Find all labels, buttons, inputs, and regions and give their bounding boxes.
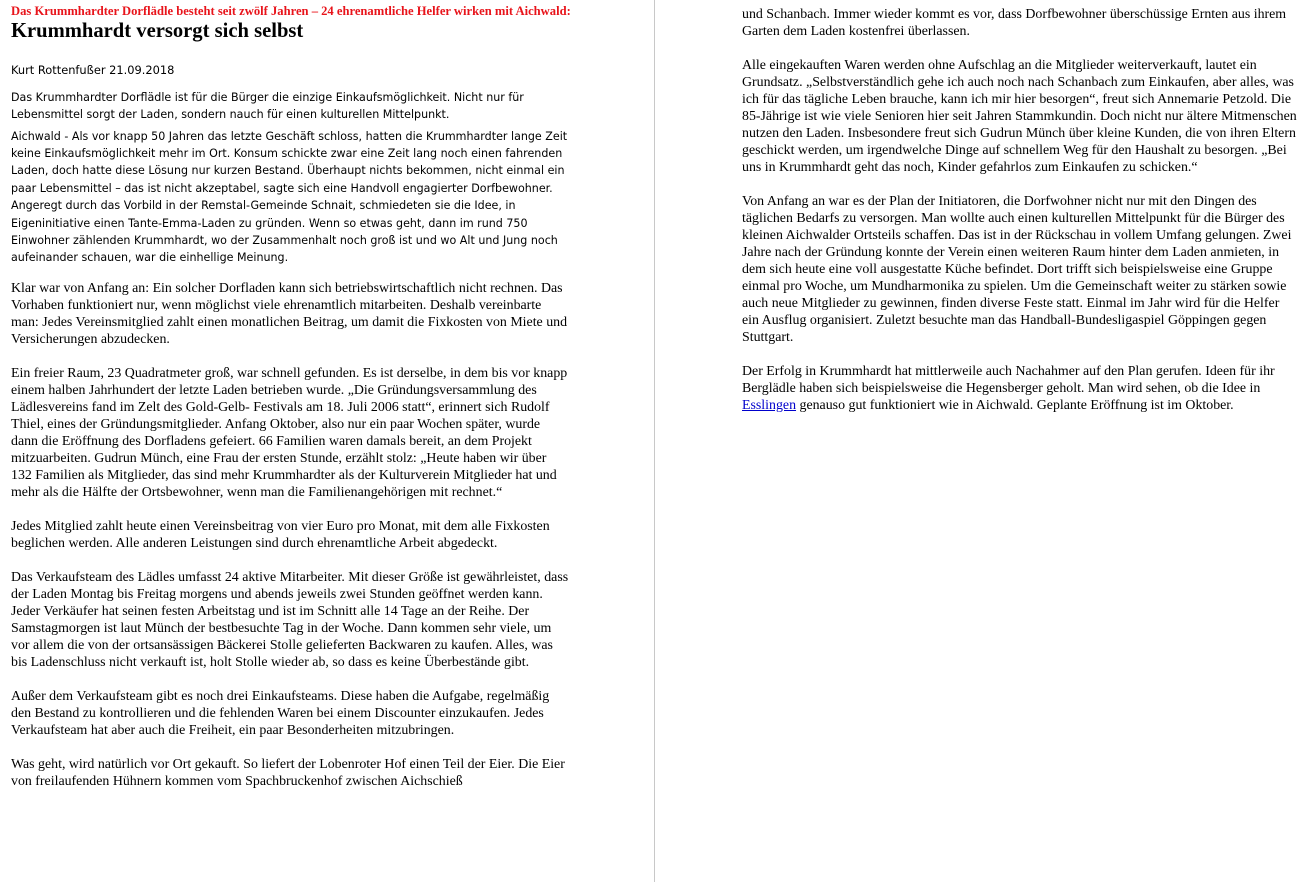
article-intro: Aichwald - Als vor knapp 50 Jahren das letzte Geschäft schloss, hatten die Krummhardter lange Zeit keine Einkaufsmöglichkeit mehr im Ort. Konsum schickte zwar eine Zeit lang noch einen fahrenden Laden, doch hatte diese Lösung nur kurzen Bestand. Überhaupt nichts bekommen, nicht einmal ein paar Lebensmittel – das ist nicht akzeptabel, sagte sich eine Handvoll engagierter Dorfbewohner. Angeregt durch das Vorbild in der Remstal-Gemeinde Schnait, schmiedeten sie die Idee, in Eigeninitiative einen Tante-Emma-Laden zu gründen. Wenn so etwas geht, dann im rund 750 Einwohner zählenden Krummhardt, wo der Zusammenhalt noch groß ist und wo Alt und Jung noch aufeinander schauen, war die einhellige Meinung. — [11, 129, 568, 265]
article-lead: Das Krummhardter Dorflädle ist für die Bürger die einzige Einkaufsmöglichkeit. Nicht nur für Lebensmittel sorgt der Laden, sondern nauch für einen kulturellen Mittelpunkt. — [11, 91, 524, 122]
page-divider — [654, 0, 655, 882]
body-paragraph: Ein freier Raum, 23 Quadratmeter groß, war schnell gefunden. Es ist derselbe, in dem bis vor knapp einem halben Jahrhundert der letzte Laden betrieben wurde. „Die Gründungsversammlung des Lädlesvereins fand im Zelt des Gold-Gelb- Festivals am 18. Juli 2006 statt“, erinnert sich Rudolf Thiel, eines der Gründungsmitglieder. Anfang Oktober, also nur ein paar Wochen später, wurde dann die Eröffnung des Dorfladens gefeiert. 66 Familien waren damals bereit, an dem Projekt mitzuarbeiten. Gudrun Münch, eine Frau der ersten Stunde, erzählt stolz: „Heute haben wir über 132 Familien als Mitglieder, das sind mehr Krummhardter als der Kulturverein Mitglieder hat und mehr als die Hälfte der Ortsbewohner, wenn man die Familienangehörigen mit rechnet.“ — [11, 365, 568, 500]
body-paragraph: Jedes Mitglied zahlt heute einen Vereinsbeitrag von vier Euro pro Monat, mit dem alle Fixkosten beglichen werden. Alle anderen Leistungen sind durch ehrenamtliche Arbeit abgedeckt. — [11, 518, 550, 551]
closing-text-before-link: Der Erfolg in Krummhardt hat mittlerweile auch Nachahmer auf den Plan gerufen. Ideen für ihr Berglädle haben sich beispielsweise die Hegensberger geholt. Man wird sehen, ob die Idee in — [742, 364, 1275, 396]
closing-paragraph — [742, 363, 1298, 414]
right-column — [742, 6, 1298, 414]
body-paragraph: Was geht, wird natürlich vor Ort gekauft. So liefert der Lobenroter Hof einen Teil der Eier. Die Eier von freilaufenden Hühnern kommen vom Spachbruckenhof zwischen Aichschieß — [11, 756, 565, 789]
body-paragraph: Von Anfang an war es der Plan der Initiatoren, die Dorfwohner nicht nur mit den Dingen des täglichen Bedarfs zu versorgen. Man wollte auch einen kulturellen Mittelpunkt für die Bürger des kleinen Aichwalder Ortsteils schaffen. Das ist in der Rückschau in vollem Umfang gelungen. Zwei Jahre nach der Gründung konnte der Verein einen weiteren Raum hinter dem Laden anmieten, in dem sich heute eine voll ausgestatte Küche befindet. Dort trifft sich beispielsweise eine Gruppe einmal pro Woche, um Mundharmonika zu spielen. Um die Gemeinschaft weiter zu stärken sowie auch neue Mitglieder zu gewinnen, finden diverse Feste statt. Einmal im Jahr wird für die Helfer ein Ausflug organisiert. Zuletzt besuchte man das Handball-Bundesligaspiel Göppingen gegen Stuttgart. — [742, 194, 1292, 345]
closing-text-after-link: genauso gut funktioniert wie in Aichwald. Geplante Eröffnung ist im Oktober. — [796, 398, 1234, 413]
left-column — [11, 4, 569, 790]
body-paragraph: Das Verkaufsteam des Lädles umfasst 24 aktive Mitarbeiter. Mit dieser Größe ist gewährleistet, dass der Laden Montag bis Freitag morgens und abends jeweils zwei Stunden geöffnet werden kann. Jeder Verkäufer hat seinen festen Arbeitstag und ist im Schnitt alle 14 Tage an der Reihe. Der Samstagmorgen ist laut Münch der bestbesuchte Tag in der Woche. Dann kommen sehr viele, um vor allem die von der ortsansässigen Bäckerei Stolle gelieferten Backwaren zu kaufen. Alles, was bis Ladenschluss nicht verkauft ist, holt Stolle wieder ab, so dass es keine Überbestände gibt. — [11, 569, 569, 670]
body-paragraph: Klar war von Anfang an: Ein solcher Dorfladen kann sich betriebswirtschaftlich nicht rechnen. Das Vorhaben funktioniert nur, wenn möglichst viele ehrenamtlich mitarbeiten. Deshalb vereinbarte man: Jedes Vereinsmitglied zahlt einen monatlichen Beitrag, um damit die Fixkosten von Miete und Versicherungen abzudecken. — [11, 280, 568, 347]
body-paragraph: Alle eingekauften Waren werden ohne Aufschlag an die Mitglieder weiterverkauft, lautet ein Grundsatz. „Selbstverständlich gehe ich auch noch nach Schanbach zum Einkaufen, aber alles, was ich für das tägliche Leben brauche, kann ich mir hier besorgen“, freut sich Annemarie Petzold. Die 85-Jährige ist wie viele Senioren hier seit Jahren Stammkundin. Doch nicht nur ältere Mitmenschen nutzen den Laden. Insbesondere freut sich Gudrun Münch über kleine Kunden, die von ihren Eltern geschickt werden, um irgendwelche Dinge auf schnellem Weg für den Haushalt zu besorgen. „Bei uns in Krummhardt geht das noch, Kinder gefahrlos zum Einkaufen zu schicken.“ — [742, 58, 1297, 175]
body-paragraph: Außer dem Verkaufsteam gibt es noch drei Einkaufsteams. Diese haben die Aufgabe, regelmäßig den Bestand zu kontrollieren und die fehlenden Waren bei einem Discounter einzukaufen. Jedes Verkaufsteam hat aber auch die Freiheit, ein paar Besonderheiten mitzubringen. — [11, 688, 550, 738]
article-byline: Kurt Rottenfußer 21.09.2018 — [11, 63, 175, 77]
article-headline: Krummhardt versorgt sich selbst — [11, 20, 304, 42]
esslingen-link[interactable]: Esslingen — [742, 398, 797, 413]
body-paragraph: und Schanbach. Immer wieder kommt es vor, dass Dorfbewohner überschüssige Ernten aus ihrem Garten dem Laden kostenfrei überlassen. — [742, 7, 1287, 39]
article-kicker: Das Krummhardter Dorflädle besteht seit zwölf Jahren – 24 ehrenamtliche Helfer wirken mit Aichwald: — [11, 4, 571, 18]
document-page-right — [656, 0, 1307, 882]
